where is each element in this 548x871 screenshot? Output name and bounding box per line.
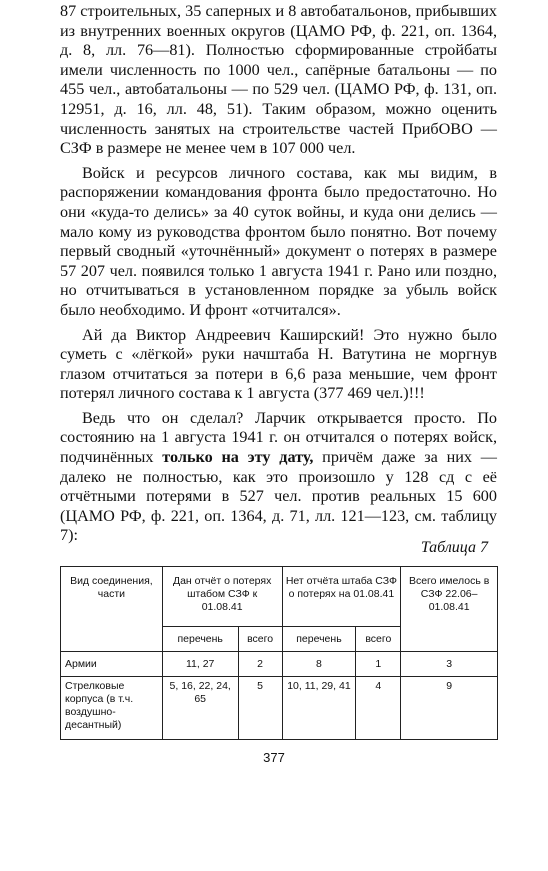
paragraph-4-part-2: причём даже за них — далеко не полностью, как это произошло у 128 сд с её отчётными потерями в 527 чел. против реальных 15 600 (ЦАМО РФ, ф. 221, оп. 1364, д. 71, лл. 121—123, см. таблицу 7): (60, 448, 497, 545)
table-row (61, 677, 498, 740)
row-total: 3 (401, 652, 498, 677)
row-name: Армии (61, 652, 163, 677)
row-not-reported-list: 10, 11, 29, 41 (282, 677, 356, 740)
paragraph-1: 87 строительных, 35 саперных и 8 автобатальонов, прибывших из внутренних военных округов (ЦАМО РФ, ф. 221, оп. 1364, д. 8, лл. 76—81). Полностью сформированные стройбаты имели численность по 1000 чел., сапёрные батальоны — по 455 чел., автобатальоны — по 529 чел. (ЦАМО РФ, ф. 131, оп. 12951, д. 16, лл. 48, 51). Таким образом, можно оценить численность занятых на строительстве частей ПрибОВО — СЗФ в размере не менее чем в 107 000 чел. (60, 2, 497, 158)
header-not-reported: Нет отчёта штаба СЗФ о потерях на 01.08.41 (282, 567, 401, 627)
subheader-list-2: перечень (282, 627, 356, 652)
page-number: 377 (263, 750, 285, 765)
paragraph-3: Ай да Виктор Андреевич Каширский! Это нужно было суметь с «лёгкой» руки начштаба Н. Ватутина не моргнув глазом отчитаться за потери в 6,6 раза меньшие, чем фронт потерял личного состава к 1 августа (377 469 чел.)!!! (60, 325, 497, 403)
header-unit-type: Вид соединения, части (61, 567, 163, 652)
subheader-total-1: всего (238, 627, 282, 652)
row-name: Стрелковые корпуса (в т.ч. воздушно-десантный) (61, 677, 163, 740)
table-header-row (61, 567, 498, 627)
row-reported-list: 11, 27 (162, 652, 238, 677)
losses-table (60, 566, 498, 740)
row-reported-list: 5, 16, 22, 24, 65 (162, 677, 238, 740)
table-caption: Таблица 7 (420, 539, 488, 556)
paragraph-4-part-1: Ведь что он сделал? Ларчик открывается просто. По состоянию на 1 августа 1941 г. он отчитался о потерях войск, подчинённых (60, 408, 497, 467)
row-not-reported-total: 4 (356, 677, 401, 740)
paragraph-2: Войск и ресурсов личного состава, как мы видим, в распоряжении командования фронта было предостаточно. Но они «куда-то делись» за 40 суток войны, и куда они делись — мало кому из руководства фронтом было понятно. Вот почему первый сводный «уточнённый» документ о потерях в размере 57 207 чел. появился только 1 августа 1941 г. Рано или поздно, но отчитываться в установленном порядке за убыль войск было необходимо. И фронт «отчитался». (60, 163, 497, 319)
header-reported: Дан отчёт о потерях штабом СЗФ к 01.08.41 (162, 567, 282, 627)
row-reported-total: 2 (238, 652, 282, 677)
table-row (61, 652, 498, 677)
row-reported-total: 5 (238, 677, 282, 740)
row-total: 9 (401, 677, 498, 740)
body-text (60, 2, 497, 546)
subheader-total-2: всего (356, 627, 401, 652)
header-total-available: Всего имелось в СЗФ 22.06–01.08.41 (401, 567, 498, 652)
row-not-reported-list: 8 (282, 652, 356, 677)
subheader-list-1: перечень (162, 627, 238, 652)
paragraph-4-bold: только на эту дату, (162, 448, 314, 467)
row-not-reported-total: 1 (356, 652, 401, 677)
paragraph-4 (60, 409, 497, 546)
